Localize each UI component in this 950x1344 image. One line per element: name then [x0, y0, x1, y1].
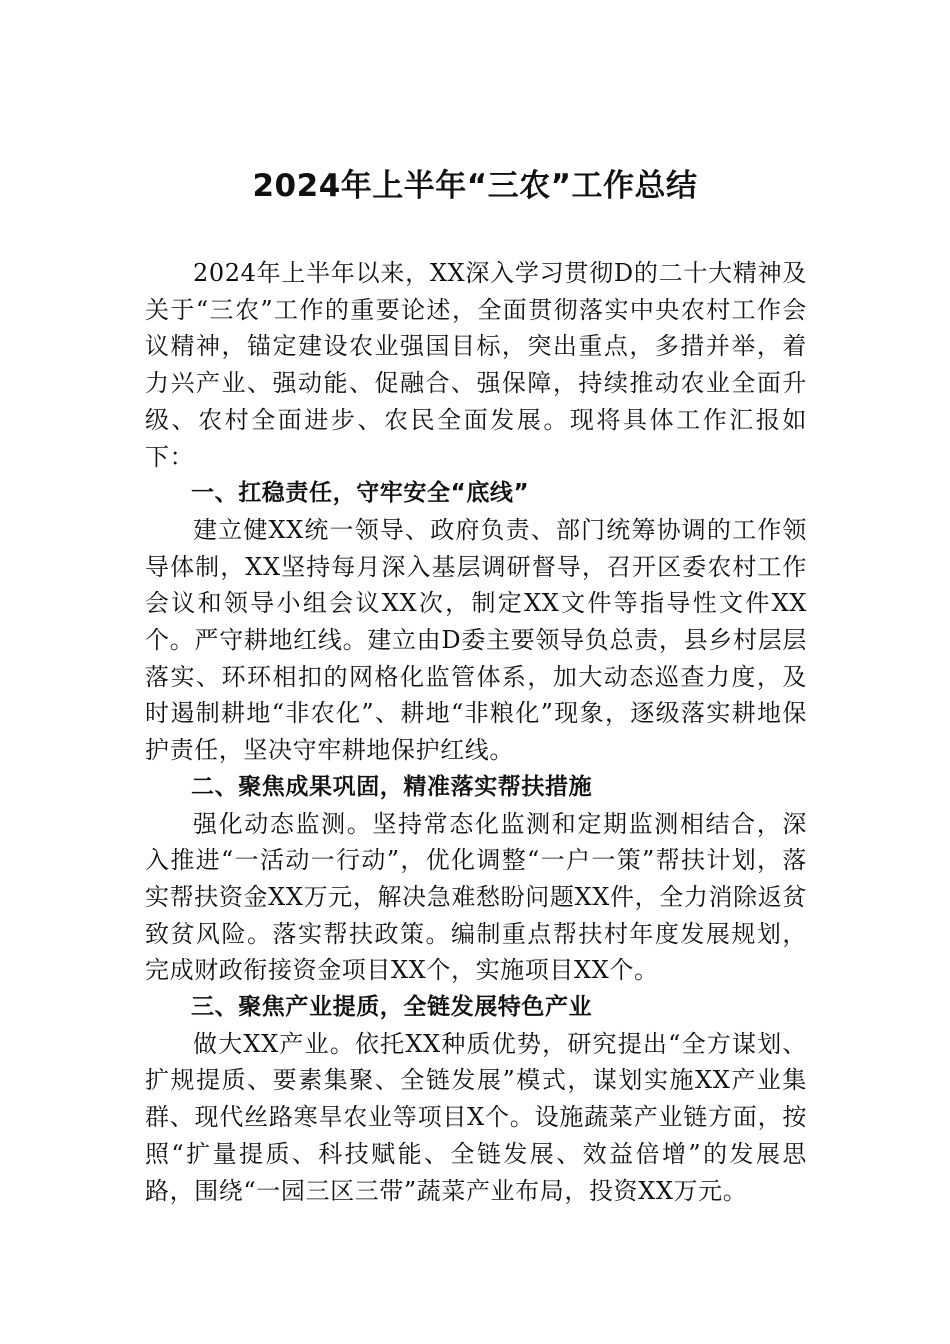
section-1-heading: 一、扛稳责任，守牢安全“底线”	[191, 480, 530, 507]
document-body	[145, 255, 807, 1209]
section-3-paragraph: 做大XX产业。依托XX种质优势，研究提出“全方谋划、扩规提质、要素集聚、全链发展”模式，谋划实施XX产业集群、现代丝路寒旱农业等项目X个。设施蔬菜产业链方面，按照“扩量提质、科技赋能、全链发展、效益倍增”的发展思路，围绕“一园三区三带”蔬菜产业布局，投资XX万元。	[145, 1029, 807, 1205]
document-title: 2024年上半年“三农”工作总结	[252, 168, 698, 204]
section-2-paragraph: 强化动态监测。坚持常态化监测和定期监测相结合，深入推进“一活动一行动”，优化调整“一户一策”帮扶计划，落实帮扶资金XX万元，解决急难愁盼问题XX件，全力消除返贫致贫风险。落实帮扶政策。编制重点帮扶村年度发展规划，完成财政衔接资金项目XX个，实施项目XX个。	[145, 809, 807, 985]
section-1-paragraph: 建立健XX统一领导、政府负责、部门统筹协调的工作领导体制，XX坚持每月深入基层调研督导，召开区委农村工作会议和领导小组会议XX次，制定XX文件等指导性文件XX个。严守耕地红线。建立由D委主要领导负总责，县乡村层层落实、环环相扣的网格化监管体系，加大动态巡查力度，及时遏制耕地“非农化”、耕地“非粮化”现象，逐级落实耕地保护责任，坚决守牢耕地保护红线。	[145, 515, 807, 765]
intro-paragraph: 2024年上半年以来，XX深入学习贯彻D的二十大精神及关于“三农”工作的重要论述，全面贯彻落实中央农村工作会议精神，锚定建设农业强国目标，突出重点，多措并举，着力兴产业、强动能、促融合、强保障，持续推动农业全面升级、农村全面进步、农民全面发展。现将具体工作汇报如下：	[145, 259, 807, 471]
section-3-heading: 三、聚焦产业提质，全链发展特色产业	[191, 994, 593, 1021]
section-2-heading: 二、聚焦成果巩固，精准落实帮扶措施	[191, 773, 593, 800]
